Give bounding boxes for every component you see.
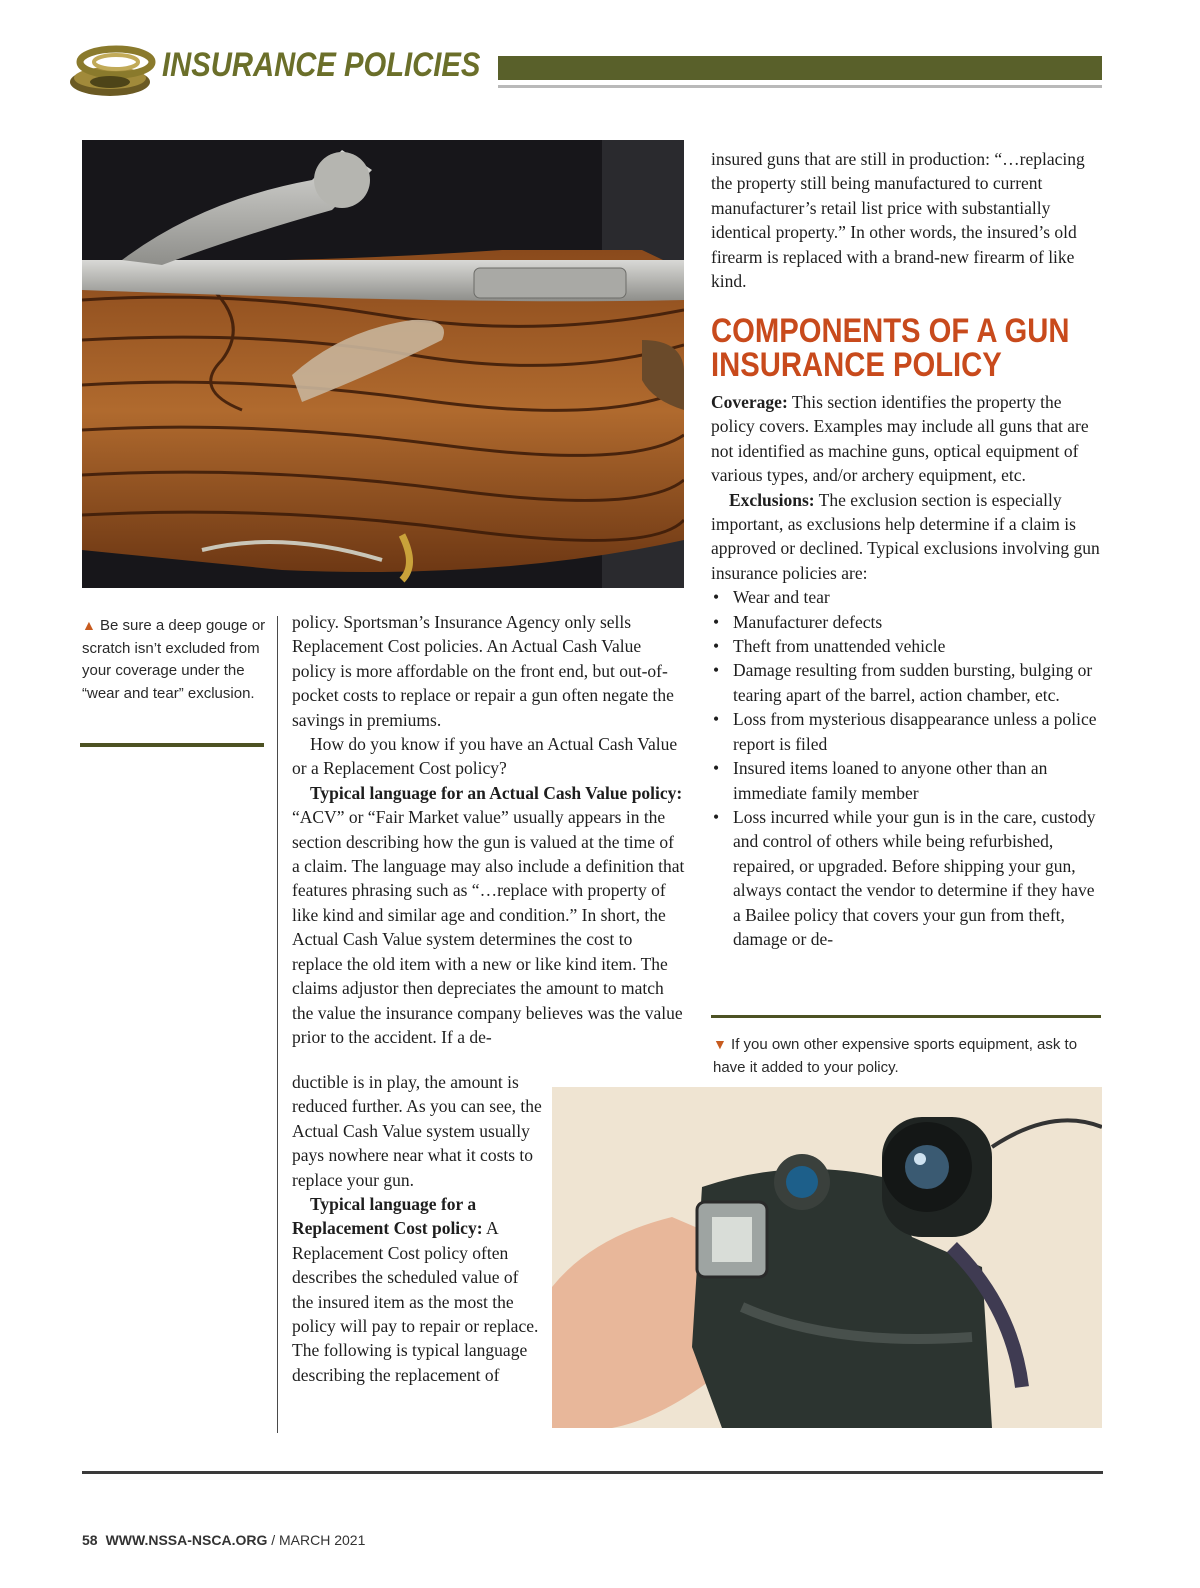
caption-up-arrow-icon: ▲ xyxy=(82,617,96,633)
paragraph: insured guns that are still in production: “…replacing the property still being manufactured to current manufacturer’s retail list price with substantially identical property.” In other words, the insured’s old firearm is replaced with a brand-new firearm of like kind. xyxy=(711,149,1085,292)
list-item: • Insured items loaned to anyone other than an immediate family member xyxy=(711,756,1103,805)
photo-caption-1 xyxy=(82,614,266,705)
section-title: INSURANCE POLICIES xyxy=(162,46,481,84)
photo-caption-2 xyxy=(713,1033,1105,1079)
middle-column xyxy=(292,610,686,1049)
gun-stock-scratch-photo xyxy=(82,140,684,588)
page-number: 58 xyxy=(82,1532,98,1548)
paragraph: How do you know if you have an Actual Cash Value or a Replacement Cost policy? xyxy=(292,734,678,779)
footer-separator: / xyxy=(267,1532,280,1548)
paragraph-lead: Coverage: xyxy=(711,392,788,412)
exclusions-list xyxy=(711,585,1103,951)
caption-1-text: Be sure a deep gouge or scratch isn’t excluded from your coverage under the “wear and tear” exclusion. xyxy=(82,617,266,702)
caption-2-rule xyxy=(711,1015,1101,1018)
caption-2-text: If you own other expensive sports equipment, ask to have it added to your policy. xyxy=(713,1036,1078,1076)
list-item: • Damage resulting from sudden bursting, bulging or tearing apart of the barrel, action chamber, etc. xyxy=(711,658,1103,707)
header-rule xyxy=(498,85,1102,88)
issue-date: MARCH 2021 xyxy=(279,1532,366,1548)
page-footer xyxy=(82,1532,365,1548)
paragraph xyxy=(711,488,1103,586)
paragraph-lead: Typical language for a Replacement Cost policy: xyxy=(292,1194,483,1239)
paragraph-lead: Exclusions: xyxy=(729,489,815,510)
footer-rule xyxy=(82,1471,1103,1474)
paragraph: policy. Sportsman’s Insurance Agency only sells Replacement Cost policies. An Actual Cash Value policy is more affordable on the front end, but out-of-pocket costs to replace or repair a gun often negate the savings in premiums. xyxy=(292,612,674,730)
list-item: • Loss incurred while your gun is in the care, custody and control of others while being refurbished, repaired, or upgraded. Before shipping your gun, always contact the vendor to determine if they have a Bailee policy that covers your gun from theft, damage or de- xyxy=(711,805,1103,951)
list-item: • Wear and tear xyxy=(711,585,1103,609)
section-heading: COMPONENTS OF A GUN INSURANCE POLICY xyxy=(711,312,1070,384)
paragraph-body: A Replacement Cost policy often describes the scheduled value of the insured item as the most the policy will pay to repair or replace. The following is typical language describing the replacement of xyxy=(292,1218,539,1385)
website-link[interactable]: WWW.NSSA-NSCA.ORG xyxy=(105,1532,268,1548)
list-item: • Theft from unattended vehicle xyxy=(711,634,1103,658)
paragraph-body: This section identifies the property the policy covers. Examples may include all guns that are not identified as machine guns, optical equipment of various types, and/or archery equipment, etc. xyxy=(711,392,1089,486)
caption-1-rule xyxy=(80,743,264,747)
paragraph: ductible is in play, the amount is reduced further. As you can see, the Actual Cash Value system usually pays nowhere near what it costs to replace your gun. xyxy=(292,1072,542,1190)
paragraph xyxy=(711,390,1103,488)
clay-target-icon xyxy=(66,42,158,102)
list-item: • Loss from mysterious disappearance unless a police report is filed xyxy=(711,707,1103,756)
right-column-top xyxy=(711,147,1103,293)
paragraph xyxy=(292,781,686,1049)
paragraph-lead: Typical language for an Actual Cash Value policy: xyxy=(310,782,683,803)
column-divider xyxy=(277,616,278,1433)
paragraph xyxy=(292,1192,542,1387)
paragraph-body: The exclusion section is especially important, as exclusions help determine if a claim is approved or declined. Typical exclusions involving gun insurance policies are: xyxy=(711,489,1100,583)
caption-down-arrow-icon: ▼ xyxy=(713,1036,727,1052)
right-column-body xyxy=(711,390,1103,951)
list-item: • Manufacturer defects xyxy=(711,610,1103,634)
middle-column-narrow xyxy=(292,1070,542,1387)
header-bar xyxy=(498,56,1102,80)
damaged-binoculars-photo xyxy=(552,1087,1102,1428)
paragraph-body: “ACV” or “Fair Market value” usually appears in the section describing how the gun is valued at the time of a claim. The language may also include a definition that features phrasing such as “…replace with property of like kind and similar age and condition.” In short, the Actual Cash Value system determines the cost to replace the old item with a new or like kind item. The claims adjustor then depreciates the amount to match the value the insurance company believes was the value prior to the accident. If a de- xyxy=(292,807,685,1047)
